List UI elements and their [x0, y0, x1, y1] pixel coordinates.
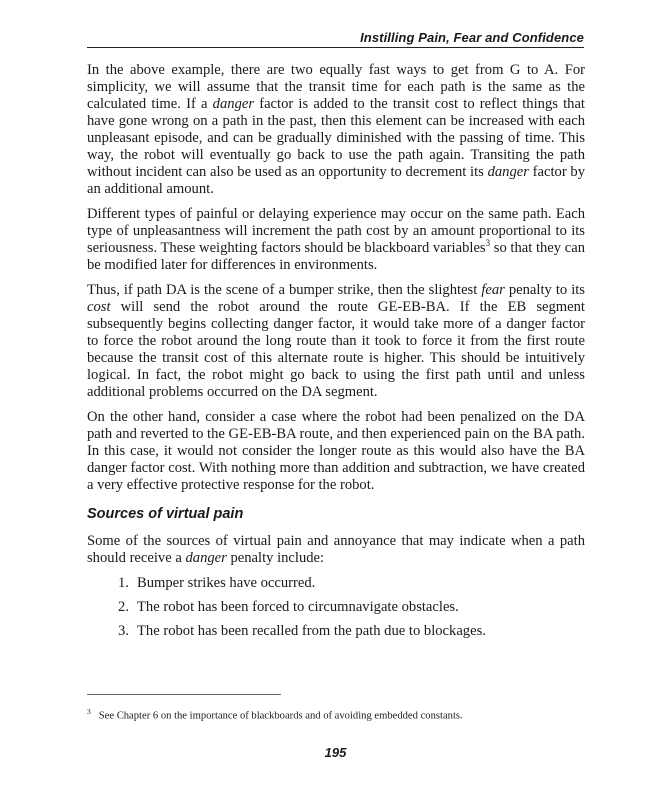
list-item [87, 599, 585, 616]
paragraph-2: Different types of painful or delaying experience may occur on the same path. Each type of unpleasantness will increment the path cost by an amount proportional to its seriousness. These weighting factors should be blackboard variables$^3$ so that they can be modified later for differences in environments. [87, 206, 585, 273]
emphasis-danger: danger [487, 164, 529, 180]
list-item [87, 575, 585, 592]
running-head: Instilling Pain, Fear and Confidence [360, 30, 584, 45]
footnote-marker: 3 [87, 707, 91, 716]
footnote-rule [87, 694, 281, 695]
paragraph-4: On the other hand, consider a case where the robot had been penalized on the DA path and reverted to the GE-EB-BA route, and then experienced pain on the BA path. In this case, it would not consider the longer route as this would also have the BA danger factor cost. With nothing more than addition and subtraction, we have created a very effective protective response for the robot. [87, 409, 585, 493]
paragraph-3: Thus, if path DA is the scene of a bumper strike, then the slightest fear penalty to its cost will send the robot around the route GE-EB-BA. If the EB segment subsequently begins collecting danger factor, it would take more of a danger factor to force the robot around the long route than it took to force it from the first route because the transit cost of this alternate route is higher. This should be intuitively logical. In fact, the robot might go back to using the first path until and unless additional problems occurred on the DA segment. [87, 282, 585, 400]
emphasis-danger: danger [212, 96, 255, 112]
list-number: 1. [118, 575, 129, 591]
emphasis-danger: danger [185, 550, 227, 566]
emphasis-fear: fear [481, 282, 505, 298]
list-text: The robot has been forced to circumnavigate obstacles. [137, 599, 459, 615]
list-text: The robot has been recalled from the path due to blockages. [137, 623, 486, 639]
paragraph-1: In the above example, there are two equally fast ways to get from G to A. For simplicity, we will assume that the transit time for each path is the same as the calculated time. If a danger factor is added to the transit cost to reflect things that have gone wrong on a path in the past, then this element can be increased with each unpleasant episode, and can be gradually diminished with the passing of time. This way, the robot will eventually go back to use the path again. Transiting the path without incident can also be used as an opportunity to decrement its danger factor by an additional amount. [87, 62, 585, 197]
list-number: 3. [118, 623, 129, 639]
footnote-reference: 3 [485, 238, 491, 249]
footnote-text: See Chapter 6 on the importance of blackboards and of avoiding embedded constants. [98, 710, 463, 722]
header-rule [87, 47, 584, 48]
list-number: 2. [118, 599, 129, 615]
list-item [87, 623, 585, 640]
pain-source-list [87, 575, 585, 640]
footnote [87, 705, 585, 723]
section-heading: Sources of virtual pain [87, 506, 244, 522]
list-text: Bumper strikes have occurred. [137, 575, 316, 591]
emphasis-cost: cost [87, 299, 111, 315]
body-text [87, 62, 585, 647]
section-intro: Some of the sources of virtual pain and annoyance that may indicate when a path should receive a danger penalty include: [87, 533, 585, 566]
page-number: 195 [324, 745, 347, 760]
